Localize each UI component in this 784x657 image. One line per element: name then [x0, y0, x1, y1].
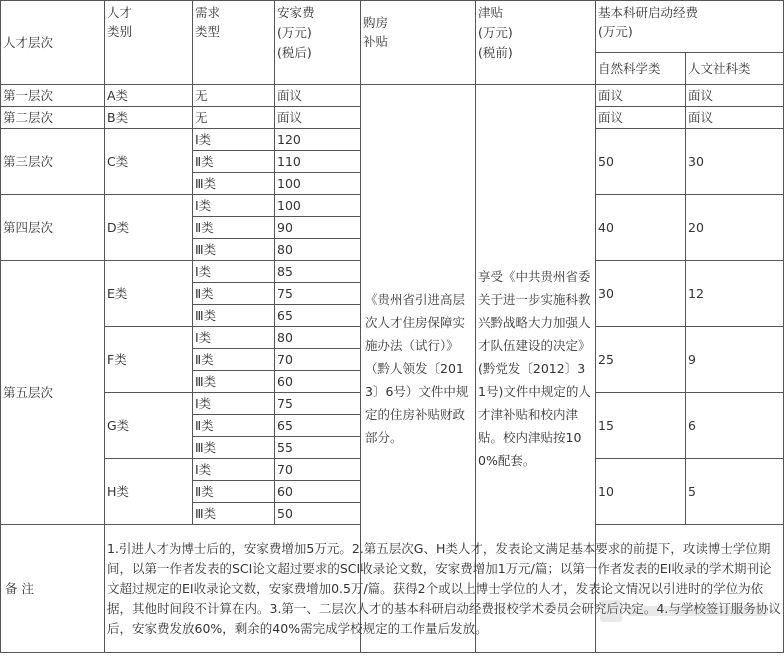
- header-housing: 购房 补贴: [361, 1, 476, 85]
- humanities-level-1: 面议: [686, 85, 784, 107]
- housing-subsidy-cell: 《贵州省引进高层次人才住房保障实施办法（试行）》（黔人领发〔2013〕6号）文件中规定的住房补贴财政部分。: [361, 85, 476, 653]
- natural-level-3: 50: [596, 129, 686, 195]
- demand-type: Ⅱ类: [193, 349, 275, 371]
- humanities-f: 9: [686, 327, 784, 393]
- header-research-fund: 基本科研启动经费 (万元): [596, 1, 784, 53]
- fee-value: 75: [275, 393, 361, 415]
- demand-type: Ⅲ类: [193, 239, 275, 261]
- demand-type: Ⅰ类: [193, 129, 275, 151]
- fee-level-1: 面议: [275, 85, 361, 107]
- fee-value: 90: [275, 217, 361, 239]
- fee-value: 65: [275, 415, 361, 437]
- fee-value: 85: [275, 261, 361, 283]
- demand-type: Ⅲ类: [193, 305, 275, 327]
- natural-h: 10: [596, 459, 686, 525]
- natural-level-2: 面议: [596, 107, 686, 129]
- fee-value: 120: [275, 129, 361, 151]
- fee-value: 100: [275, 195, 361, 217]
- demand-type: Ⅱ类: [193, 217, 275, 239]
- fee-level-2: 面议: [275, 107, 361, 129]
- humanities-level-3: 30: [686, 129, 784, 195]
- demand-type: Ⅱ类: [193, 283, 275, 305]
- fee-value: 55: [275, 437, 361, 459]
- humanities-h: 5: [686, 459, 784, 525]
- fee-value: 65: [275, 305, 361, 327]
- fee-value: 80: [275, 239, 361, 261]
- level-1: 第一层次: [1, 85, 105, 107]
- fee-value: 60: [275, 371, 361, 393]
- demand-type: Ⅱ类: [193, 415, 275, 437]
- humanities-level-4: 20: [686, 195, 784, 261]
- category-a: A类: [105, 85, 193, 107]
- watermark-logo-icon: [598, 596, 778, 626]
- fee-value: 110: [275, 151, 361, 173]
- demand-type: Ⅰ类: [193, 459, 275, 481]
- humanities-e: 12: [686, 261, 784, 327]
- fee-value: 50: [275, 503, 361, 525]
- demand-type: Ⅱ类: [193, 151, 275, 173]
- demand-type: Ⅲ类: [193, 371, 275, 393]
- level-4: 第四层次: [1, 195, 105, 261]
- fee-value: 60: [275, 481, 361, 503]
- header-category: 人才 类别: [105, 1, 193, 85]
- level-2: 第二层次: [1, 107, 105, 129]
- demand-type: Ⅲ类: [193, 173, 275, 195]
- natural-g: 15: [596, 393, 686, 459]
- humanities-g: 6: [686, 393, 784, 459]
- allowance-cell: 享受《中共贵州省委关于进一步实施科教兴黔战略大力加强人才队伍建设的决定》(黔党发〔2012〕31号)文件中规定的人才津补贴和校内津贴。校内津贴按100%配套。: [476, 85, 596, 653]
- humanities-level-2: 面议: [686, 107, 784, 129]
- level-3: 第三层次: [1, 129, 105, 195]
- category-f: F类: [105, 327, 193, 393]
- natural-level-1: 面议: [596, 85, 686, 107]
- category-g: G类: [105, 393, 193, 459]
- natural-f: 25: [596, 327, 686, 393]
- category-b: B类: [105, 107, 193, 129]
- header-natural-science: 自然科学类: [596, 53, 686, 85]
- level-5: 第五层次: [1, 261, 105, 525]
- fee-value: 75: [275, 283, 361, 305]
- notes-label: 备 注: [1, 525, 105, 653]
- demand-level-1: 无: [193, 85, 275, 107]
- demand-type: Ⅰ类: [193, 261, 275, 283]
- natural-e: 30: [596, 261, 686, 327]
- fee-value: 100: [275, 173, 361, 195]
- fee-value: 70: [275, 349, 361, 371]
- demand-type: Ⅰ类: [193, 195, 275, 217]
- demand-type: Ⅱ类: [193, 481, 275, 503]
- demand-type: Ⅰ类: [193, 327, 275, 349]
- fee-value: 70: [275, 459, 361, 481]
- notes-text: 1.引进人才为博士后的，安家费增加5万元。2.第五层次G、H类人才，发表论文满足基本要求的前提下，攻读博士学位期间，以第一作者发表的SCI论文超过要求的SCI收录论文数，安家费增加1万元/篇；以第一作者发表的EI收录的学术期刊论文超过规定的EI收录论文数，安家费增加0.5万/篇。获得2个或以上博士学位的人才，发表论文情况以引进时的学位为依据，其他时间段不计算在内。3.第一、二层次人才的基本科研启动经费报校学术委员会研究后决定。4.与学校签订服务协议后，安家费发放60%，剩余的40%需完成学校规定的工作量后发放。: [105, 525, 784, 653]
- category-c: C类: [105, 129, 193, 195]
- category-e: E类: [105, 261, 193, 327]
- header-allowance: 津贴 (万元) (税前): [476, 1, 596, 85]
- demand-type: Ⅰ类: [193, 393, 275, 415]
- demand-type: Ⅲ类: [193, 503, 275, 525]
- demand-level-2: 无: [193, 107, 275, 129]
- demand-type: Ⅲ类: [193, 437, 275, 459]
- fee-value: 80: [275, 327, 361, 349]
- category-d: D类: [105, 195, 193, 261]
- header-settle-fee: 安家费 (万元) (税后): [275, 1, 361, 85]
- header-level: 人才层次: [1, 1, 105, 85]
- category-h: H类: [105, 459, 193, 525]
- header-demand: 需求 类型: [193, 1, 275, 85]
- header-humanities: 人文社科类: [686, 53, 784, 85]
- natural-level-4: 40: [596, 195, 686, 261]
